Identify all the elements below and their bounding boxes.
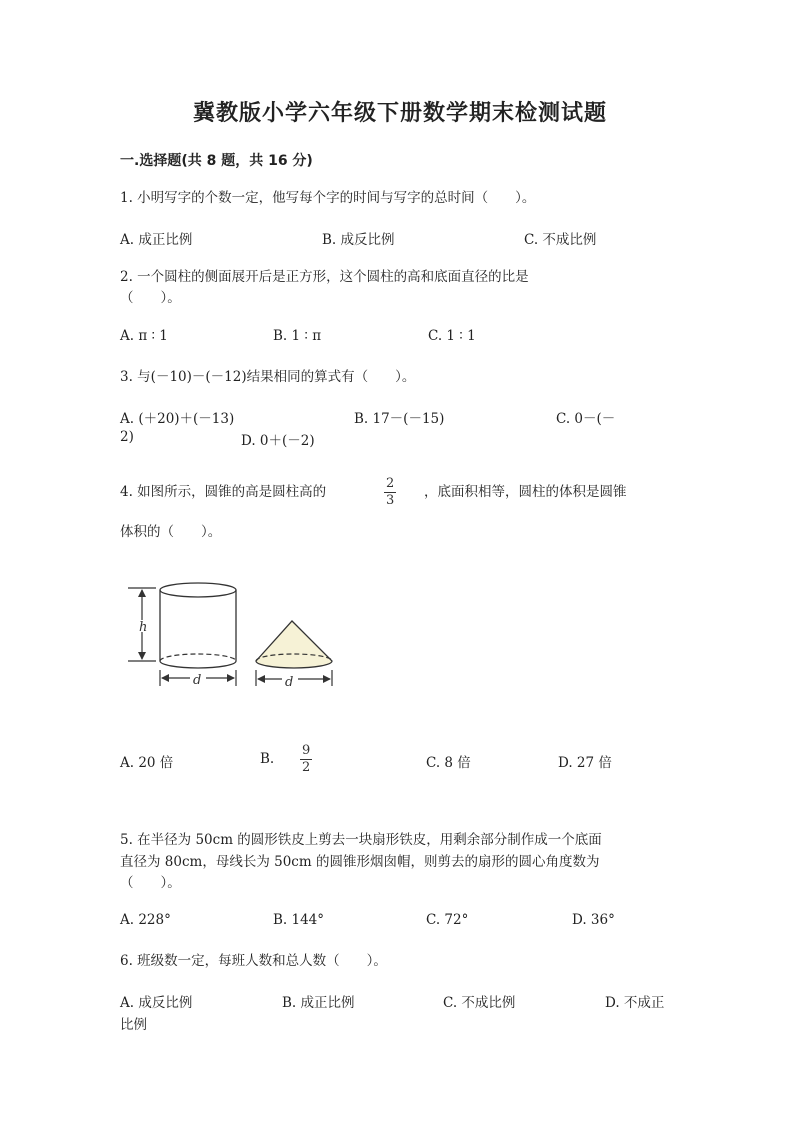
- q3-option-d: D. 0＋(－2): [241, 433, 315, 449]
- cylinder-cone-figure: [120, 578, 340, 698]
- question-4-stem-part2: ，底面积相等，圆柱的体积是圆锥: [424, 484, 627, 500]
- cylinder-bottom-back: [160, 654, 236, 661]
- q2-option-a: A. π ∶ 1: [120, 328, 168, 344]
- q4-option-d: D. 27 倍: [558, 755, 612, 771]
- question-6-stem: 6. 班级数一定，每班人数和总人数（ ）。: [120, 953, 387, 969]
- height-label: h: [139, 620, 148, 635]
- q1-option-b: B. 成反比例: [322, 232, 395, 248]
- q5-option-b: B. 144°: [273, 912, 325, 928]
- cone-body: [256, 621, 332, 668]
- question-1-stem: 1. 小明写字的个数一定，他写每个字的时间与写字的总时间（ ）。: [120, 190, 536, 206]
- q5-option-d: D. 36°: [572, 912, 615, 928]
- question-2-stem-line1: 2. 一个圆柱的侧面展开后是正方形，这个圆柱的高和底面直径的比是: [120, 269, 529, 285]
- question-2-stem-line2: （ ）。: [120, 290, 181, 306]
- q6-option-a: A. 成反比例: [120, 995, 193, 1011]
- cone-d-arrowhead-left: [257, 675, 265, 683]
- q3-option-b: B. 17－(－15): [354, 411, 445, 427]
- q4-fraction: [384, 476, 396, 509]
- q4-option-b-numerator: 9: [302, 743, 311, 758]
- q4-fraction-denominator: 3: [386, 493, 395, 508]
- cyl-d-arrowhead-right: [227, 674, 235, 682]
- q3-option-c-part1: C. 0－(－: [556, 411, 616, 427]
- q1-option-c: C. 不成比例: [524, 232, 597, 248]
- question-5-stem-line3: （ ）。: [120, 875, 181, 891]
- cone-diameter-label: d: [285, 675, 294, 690]
- height-arrowhead-up: [138, 589, 146, 597]
- q3-option-c-part2: 2): [120, 429, 134, 445]
- q4-option-b: B.: [260, 751, 275, 767]
- q5-option-c: C. 72°: [426, 912, 469, 928]
- q3-option-a: A. (＋20)＋(－13): [120, 411, 235, 427]
- question-5-stem-line1: 5. 在半径为 50cm 的圆形铁皮上剪去一块扇形铁皮，用剩余部分制作成一个底面: [120, 832, 602, 848]
- cone-d-arrowhead-right: [323, 675, 331, 683]
- q4-option-b-denominator: 2: [302, 760, 311, 775]
- q5-option-a: A. 228°: [120, 912, 171, 928]
- cylinder-bottom-front: [160, 661, 236, 668]
- question-4-stem-line2: 体积的（ ）。: [120, 524, 222, 540]
- q6-option-d-part1: D. 不成正: [605, 995, 665, 1011]
- q2-option-c: C. 1 ∶ 1: [428, 328, 476, 344]
- cylinder-top: [160, 583, 236, 597]
- question-4-stem-part1: 4. 如图所示，圆锥的高是圆柱高的: [120, 484, 327, 500]
- section-heading: 一.选择题(共 8 题，共 16 分): [120, 153, 313, 169]
- q2-option-b: B. 1 ∶ π: [273, 328, 322, 344]
- q6-option-c: C. 不成比例: [443, 995, 516, 1011]
- q6-option-d-part2: 比例: [120, 1017, 147, 1033]
- q6-option-b: B. 成正比例: [282, 995, 355, 1011]
- question-5-stem-line2: 直径为 80cm，母线长为 50cm 的圆锥形烟囱帽，则剪去的扇形的圆心角度数为: [120, 854, 600, 870]
- question-3-stem: 3. 与(－10)－(－12)结果相同的算式有（ ）。: [120, 369, 416, 385]
- q4-fraction-numerator: 2: [386, 476, 395, 491]
- q4-option-a: A. 20 倍: [120, 755, 174, 771]
- q4-option-c: C. 8 倍: [426, 755, 471, 771]
- cylinder-diameter-label: d: [193, 673, 202, 688]
- page-title: 冀教版小学六年级下册数学期末检测试题: [192, 101, 607, 126]
- q1-option-a: A. 成正比例: [120, 232, 193, 248]
- q4-option-b-fraction: [300, 743, 312, 776]
- cyl-d-arrowhead-left: [161, 674, 169, 682]
- height-arrowhead-down: [138, 652, 146, 660]
